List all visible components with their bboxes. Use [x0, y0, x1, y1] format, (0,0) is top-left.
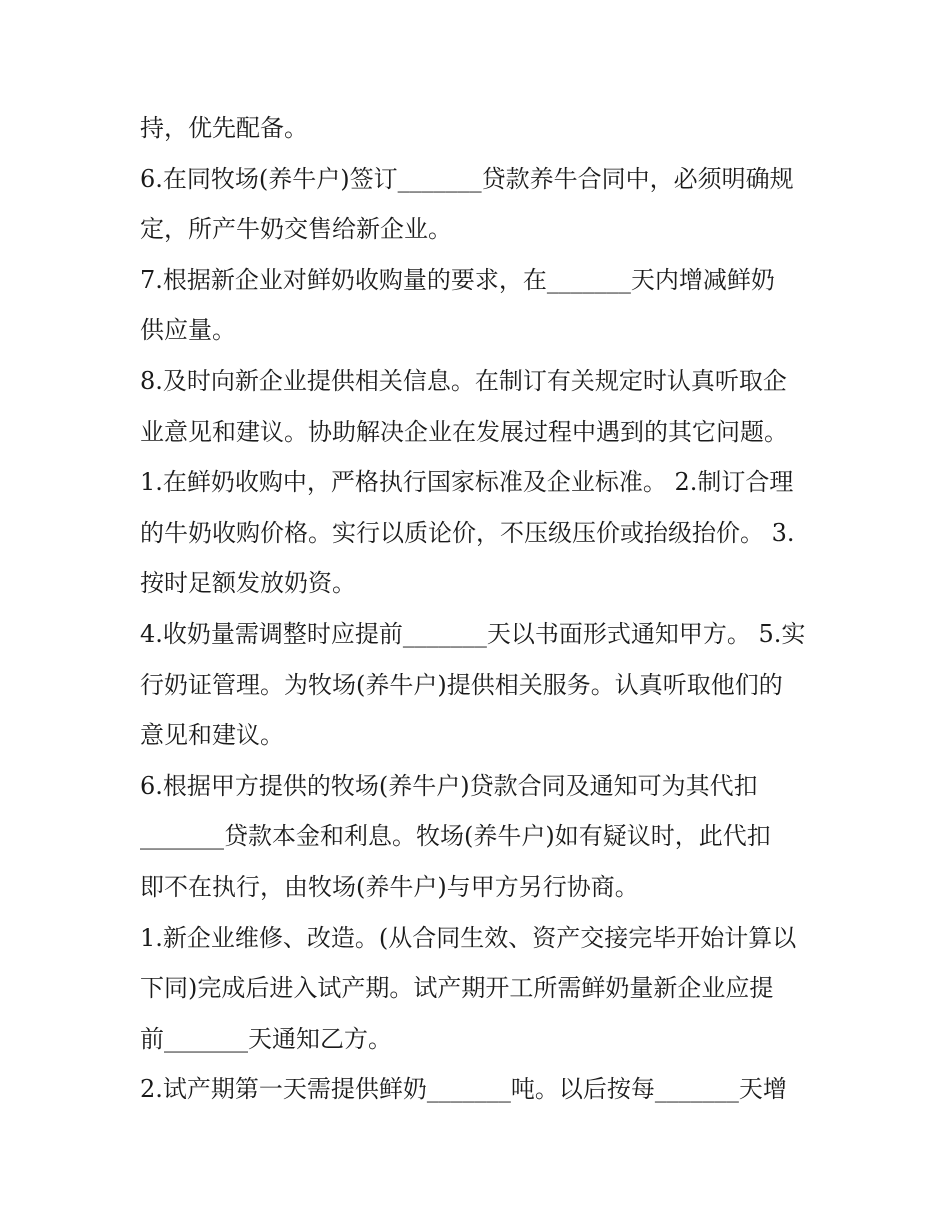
text-line: _______贷款本金和利息。牧场(养牛户)如有疑议时，此代扣: [140, 822, 771, 851]
text-line: 1.在鲜奶收购中，严格执行国家标准及企业标准。 2.制订合理: [140, 468, 794, 497]
text-line: 6.在同牧场(养牛户)签订_______贷款养牛合同中，必须明确规: [140, 164, 794, 193]
text-line: 前_______天通知乙方。: [140, 1024, 392, 1053]
text-line: 下同)完成后进入试产期。试产期开工所需鲜奶量新企业应提: [140, 974, 774, 1003]
text-line: 8.及时向新企业提供相关信息。在制订有关规定时认真听取企: [140, 366, 787, 395]
text-line: 4.收奶量需调整时应提前_______天以书面形式通知甲方。 5.实: [140, 619, 806, 648]
text-line: 即不在执行，由牧场(养牛户)与甲方另行协商。: [140, 872, 639, 901]
text-line: 的牛奶收购价格。实行以质论价，不压级压价或抬级抬价。 3.: [140, 518, 795, 547]
text-line: 7.根据新企业对鲜奶收购量的要求，在_______天内增减鲜奶: [140, 265, 775, 294]
text-line: 按时足额发放奶资。: [140, 569, 356, 598]
text-line: 业意见和建议。协助解决企业在发展过程中遇到的其它问题。: [140, 417, 788, 446]
text-line: 供应量。: [140, 316, 236, 345]
text-line: 2.试产期第一天需提供鲜奶_______吨。以后按每_______天增: [140, 1075, 787, 1104]
text-line: 定，所产牛奶交售给新企业。: [140, 215, 452, 244]
text-line: 1.新企业维修、改造。(从合同生效、资产交接完毕开始计算以: [140, 923, 797, 952]
text-line: 6.根据甲方提供的牧场(养牛户)贷款合同及通知可为其代扣: [140, 771, 758, 800]
text-line: 行奶证管理。为牧场(养牛户)提供相关服务。认真听取他们的: [140, 670, 783, 699]
text-line: 意见和建议。: [140, 721, 284, 750]
document-page: [140, 103, 812, 1115]
text-line: 持，优先配备。: [140, 114, 308, 142]
